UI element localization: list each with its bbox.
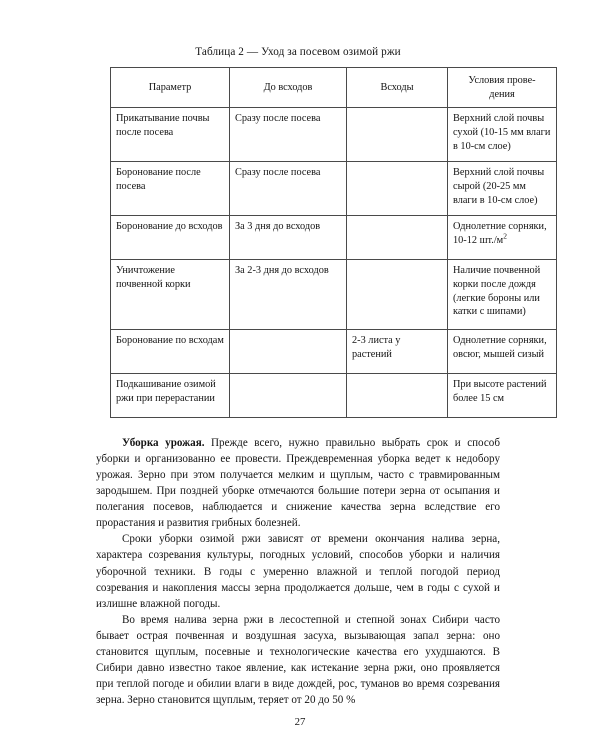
cell-shoots	[347, 108, 448, 162]
table-body	[111, 108, 557, 418]
column-header-shoots: Всходы	[347, 68, 448, 108]
cell-shoots	[347, 260, 448, 330]
cell-before	[230, 374, 347, 418]
column-header-before: До всходов	[230, 68, 347, 108]
paragraph-harvest-text: Прежде всего, нужно правильно выбрать срок и способ уборки и организованно ее провести. Преждевременная уборка ведет к недобору урожая. Зерно при этом получается мелким и щуплым, часто с травмированным зародышем. При поздней уборке отмечаются большие потери зерна от осыпания и полегания посевов, наблюдается и снижение качества зерна вследствие его прорастания и развития грибных болезней.	[96, 437, 500, 530]
cell-param: Прикатывание почвы после посева	[111, 108, 230, 162]
column-header-param: Параметр	[111, 68, 230, 108]
column-header-conditions-line1: Условия прове-	[468, 75, 536, 86]
cell-before: Сразу после посева	[230, 162, 347, 216]
page-number: 27	[294, 716, 306, 728]
cell-before: За 3 дня до всходов	[230, 216, 347, 260]
cell-shoots: 2-3 листа у растений	[347, 330, 448, 374]
cell-before	[230, 330, 347, 374]
paragraph-harvest	[96, 435, 500, 531]
cell-param: Боронование до всходов	[111, 216, 230, 260]
cell-conditions: Однолетние сорняки, овсюг, мышей сизый	[448, 330, 557, 374]
cell-conditions: Наличие почвенной корки после дождя (легкие бороны или катки с шипами)	[448, 260, 557, 330]
cell-conditions	[448, 216, 557, 260]
cell-conditions: Верхний слой почвы сырой (20-25 мм влаги в 10-см слое)	[448, 162, 557, 216]
table-row	[111, 374, 557, 418]
cell-shoots	[347, 374, 448, 418]
page-content	[96, 0, 551, 708]
table-header-row	[111, 68, 557, 108]
table-row	[111, 216, 557, 260]
cell-param: Подкашивание озимой ржи при перерастании	[111, 374, 230, 418]
cell-conditions-text: Однолетние сорняки, 10-12 шт./м	[453, 221, 547, 247]
cell-before: Сразу после посева	[230, 108, 347, 162]
cell-shoots	[347, 162, 448, 216]
table-row	[111, 162, 557, 216]
cell-conditions: Верхний слой почвы сухой (10-15 мм влаги в 10-см слое)	[448, 108, 557, 162]
cell-conditions: При высоте растений более 15 см	[448, 374, 557, 418]
cell-param: Боронование по всходам	[111, 330, 230, 374]
table-row	[111, 330, 557, 374]
column-header-conditions	[448, 68, 557, 108]
table-row	[111, 108, 557, 162]
column-header-conditions-line2: дения	[489, 88, 515, 100]
cell-param: Уничтожение почвенной корки	[111, 260, 230, 330]
cell-param: Боронование после посева	[111, 162, 230, 216]
paragraph-lead-in: Уборка урожая.	[122, 437, 205, 450]
table-row	[111, 260, 557, 330]
cell-before: За 2-3 дня до всходов	[230, 260, 347, 330]
cell-shoots	[347, 216, 448, 260]
table-caption: Таблица 2 — Уход за посевом озимой ржи	[195, 46, 401, 58]
care-table	[110, 67, 557, 418]
cell-conditions-superscript: 2	[503, 231, 507, 241]
table-header	[111, 68, 557, 108]
body-text	[96, 435, 500, 707]
paragraph-timing: Сроки уборки озимой ржи зависят от времени окончания налива зерна, характера созревания культуры, погодных условий, способов уборки и наличия уборочной техники. В годы с умеренно влажной и теплой погодой период созревания и накопления массы зерна продолжается дольше, чем в годы с сухой и излишне влажной погоды.	[96, 533, 500, 610]
paragraph-grain-fill: Во время налива зерна ржи в лесостепной и степной зонах Сибири часто бывает острая почвенная и воздушная засуха, вызывающая запал зерна: оно становится щуплым, посевные и технологические качества его ухудшаются. В Сибири давно известно такое явление, как истекание зерна ржи, оно проявляется при теплой погоде и обилии влаги в виде дождей, рос, туманов во время созревания зерна. Зерно становится щуплым, теряет от 20 до 50 %	[96, 613, 500, 706]
